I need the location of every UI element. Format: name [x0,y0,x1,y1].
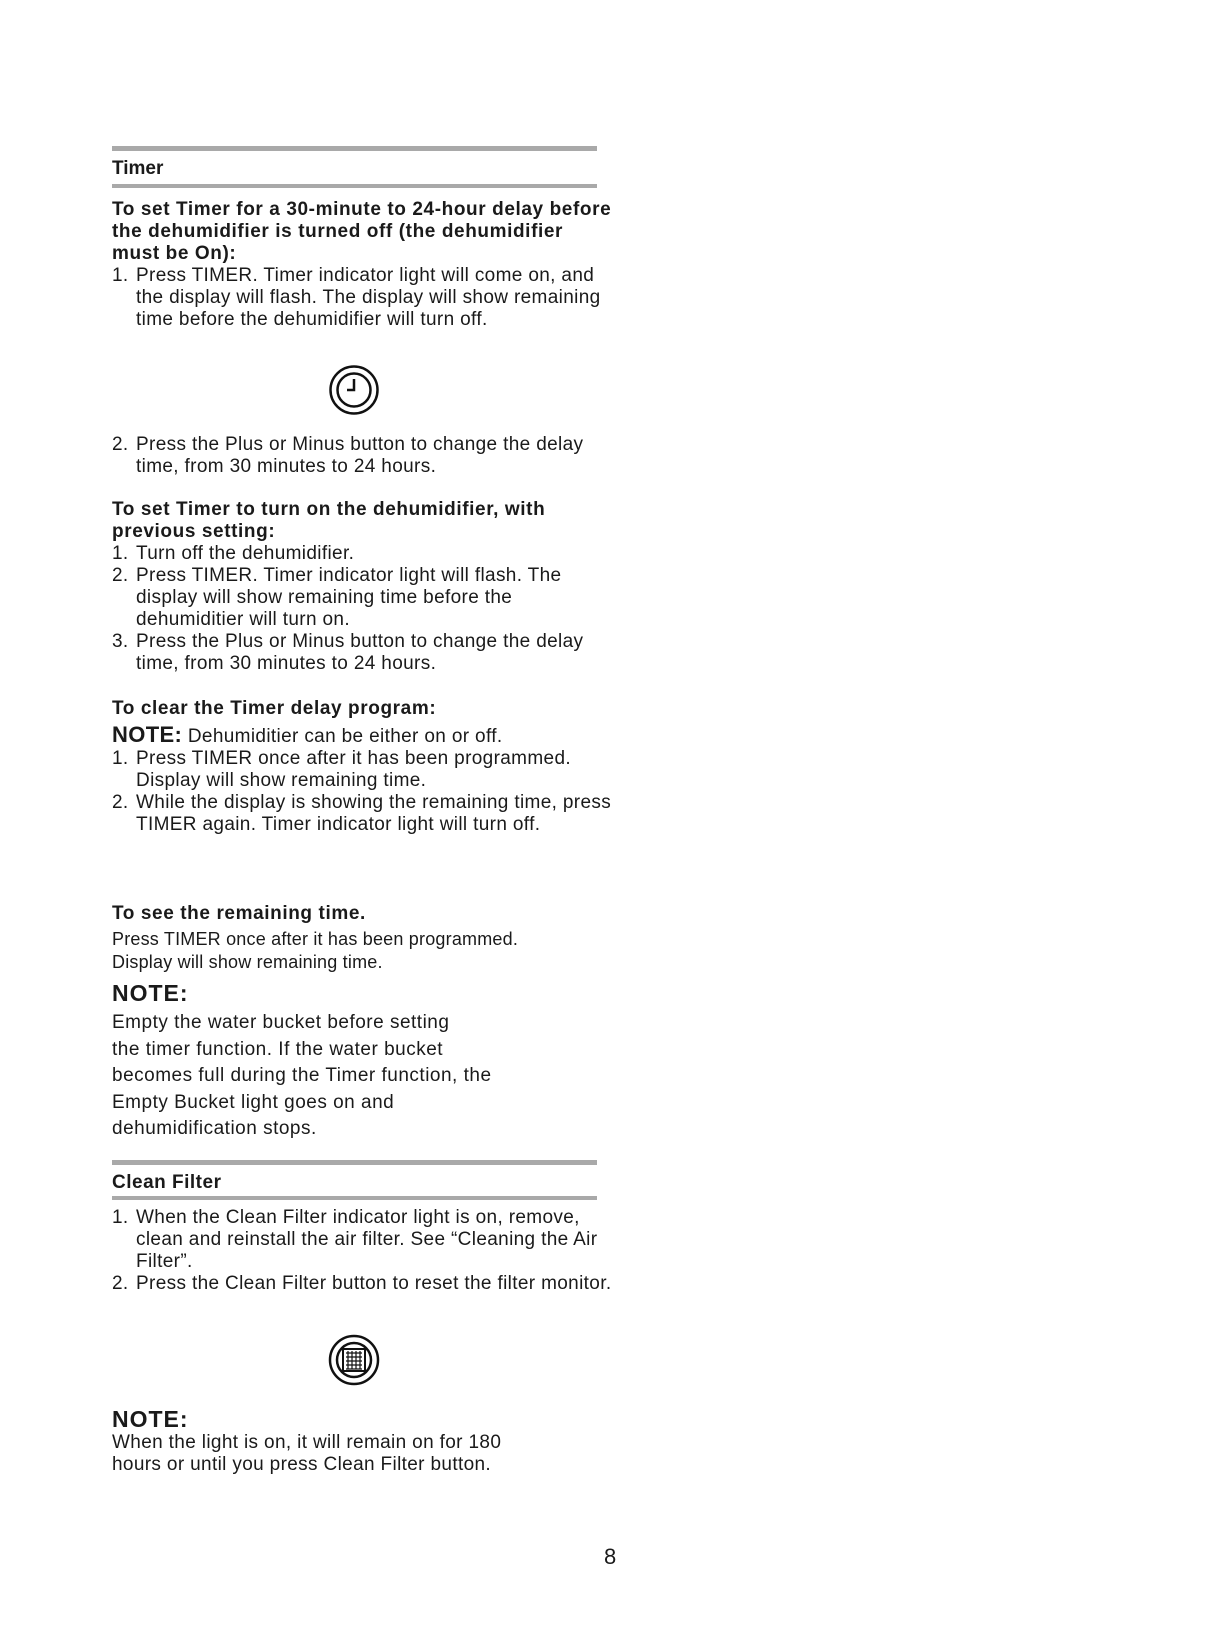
note-line: Empty the water bucket before setting [112,1012,450,1033]
remaining-line-2: Display will show remaining time. [112,952,383,972]
filter-bottom-rule [112,1196,597,1200]
list-number: 2. [112,434,129,455]
remaining-heading: To see the remaining time. [112,903,366,924]
timer-set-off-block [112,199,612,331]
filter-steps-block [112,1207,612,1295]
list-text: Press the Plus or Minus button to change the delay time, from 30 minutes to 24 hours. [136,434,584,477]
list-text: Press TIMER once after it has been programmed. Display will show remaining time. [136,748,571,791]
list-number: 1. [112,265,129,286]
note-label: NOTE: [112,722,183,747]
timer-step-2-block [112,434,612,478]
list-item [112,792,612,836]
remaining-line-1: Press TIMER once after it has been programmed. [112,929,519,949]
timer-top-rule [112,146,597,151]
filter-top-rule [112,1160,597,1165]
list-number: 2. [112,792,129,813]
note-line: the timer function. If the water bucket [112,1038,444,1060]
filter-note-block [112,1408,612,1476]
list-item [112,748,612,792]
list-number: 3. [112,631,129,652]
note-body [112,1010,612,1143]
list-item [112,565,612,631]
clock-icon [328,364,380,416]
list-number: 2. [112,1273,129,1294]
filter-section-title: Clean Filter [112,1172,222,1193]
list-number: 2. [112,565,129,586]
timer-remaining-block [112,903,612,974]
timer-section-title: Timer [112,158,164,179]
list-text: Press the Clean Filter button to reset the filter monitor. [136,1273,612,1294]
list-number: 1. [112,543,129,564]
note-heading: NOTE: [112,1406,189,1432]
list-item [112,265,612,331]
filter-grid-icon [327,1332,381,1388]
list-number: 1. [112,748,129,769]
timer-set-on-block [112,499,612,675]
list-text: Press TIMER. Timer indicator light will come on, and the display will flash. The display will show remaining time before the dehumidifier will turn off. [136,265,601,330]
timer-clear-block [112,698,612,836]
list-item [112,434,612,478]
list-text: Turn off the dehumidifier. [136,543,355,564]
list-item [112,1207,612,1273]
list-text: While the display is showing the remaining time, press TIMER again. Timer indicator light will turn off. [136,792,612,835]
note-heading: NOTE: [112,980,189,1006]
note-text: Dehumiditier can be either on or off. [187,726,503,747]
clear-heading: To clear the Timer delay program: [112,698,437,719]
list-number: 1. [112,1207,129,1228]
note-text: When the light is on, it will remain on for 180 hours or until you press Clean Filter button. [112,1432,502,1475]
clear-note [112,724,612,748]
list-text: Press TIMER. Timer indicator light will flash. The display will show remaining time before the dehumiditier will turn on. [136,565,562,630]
list-item [112,1273,612,1295]
list-item [112,543,612,565]
page-number: 8 [604,1544,617,1569]
list-text: When the Clean Filter indicator light is on, remove, clean and reinstall the air filter. See “Cleaning the Air Filter”. [136,1207,598,1272]
note-line: Empty Bucket light goes on and [112,1091,395,1113]
note-line: dehumidification stops. [112,1118,317,1139]
list-text: Press the Plus or Minus button to change the delay time, from 30 minutes to 24 hours. [136,631,584,674]
set-off-heading: To set Timer for a 30-minute to 24-hour delay before the dehumidifier is turned off (the dehumidifier must be On): [112,199,612,264]
set-on-heading: To set Timer to turn on the dehumidifier, with previous setting: [112,499,546,542]
note-line: becomes full during the Timer function, the [112,1065,492,1086]
timer-bottom-rule [112,184,597,188]
list-item [112,631,612,675]
timer-note-block [112,982,612,1143]
